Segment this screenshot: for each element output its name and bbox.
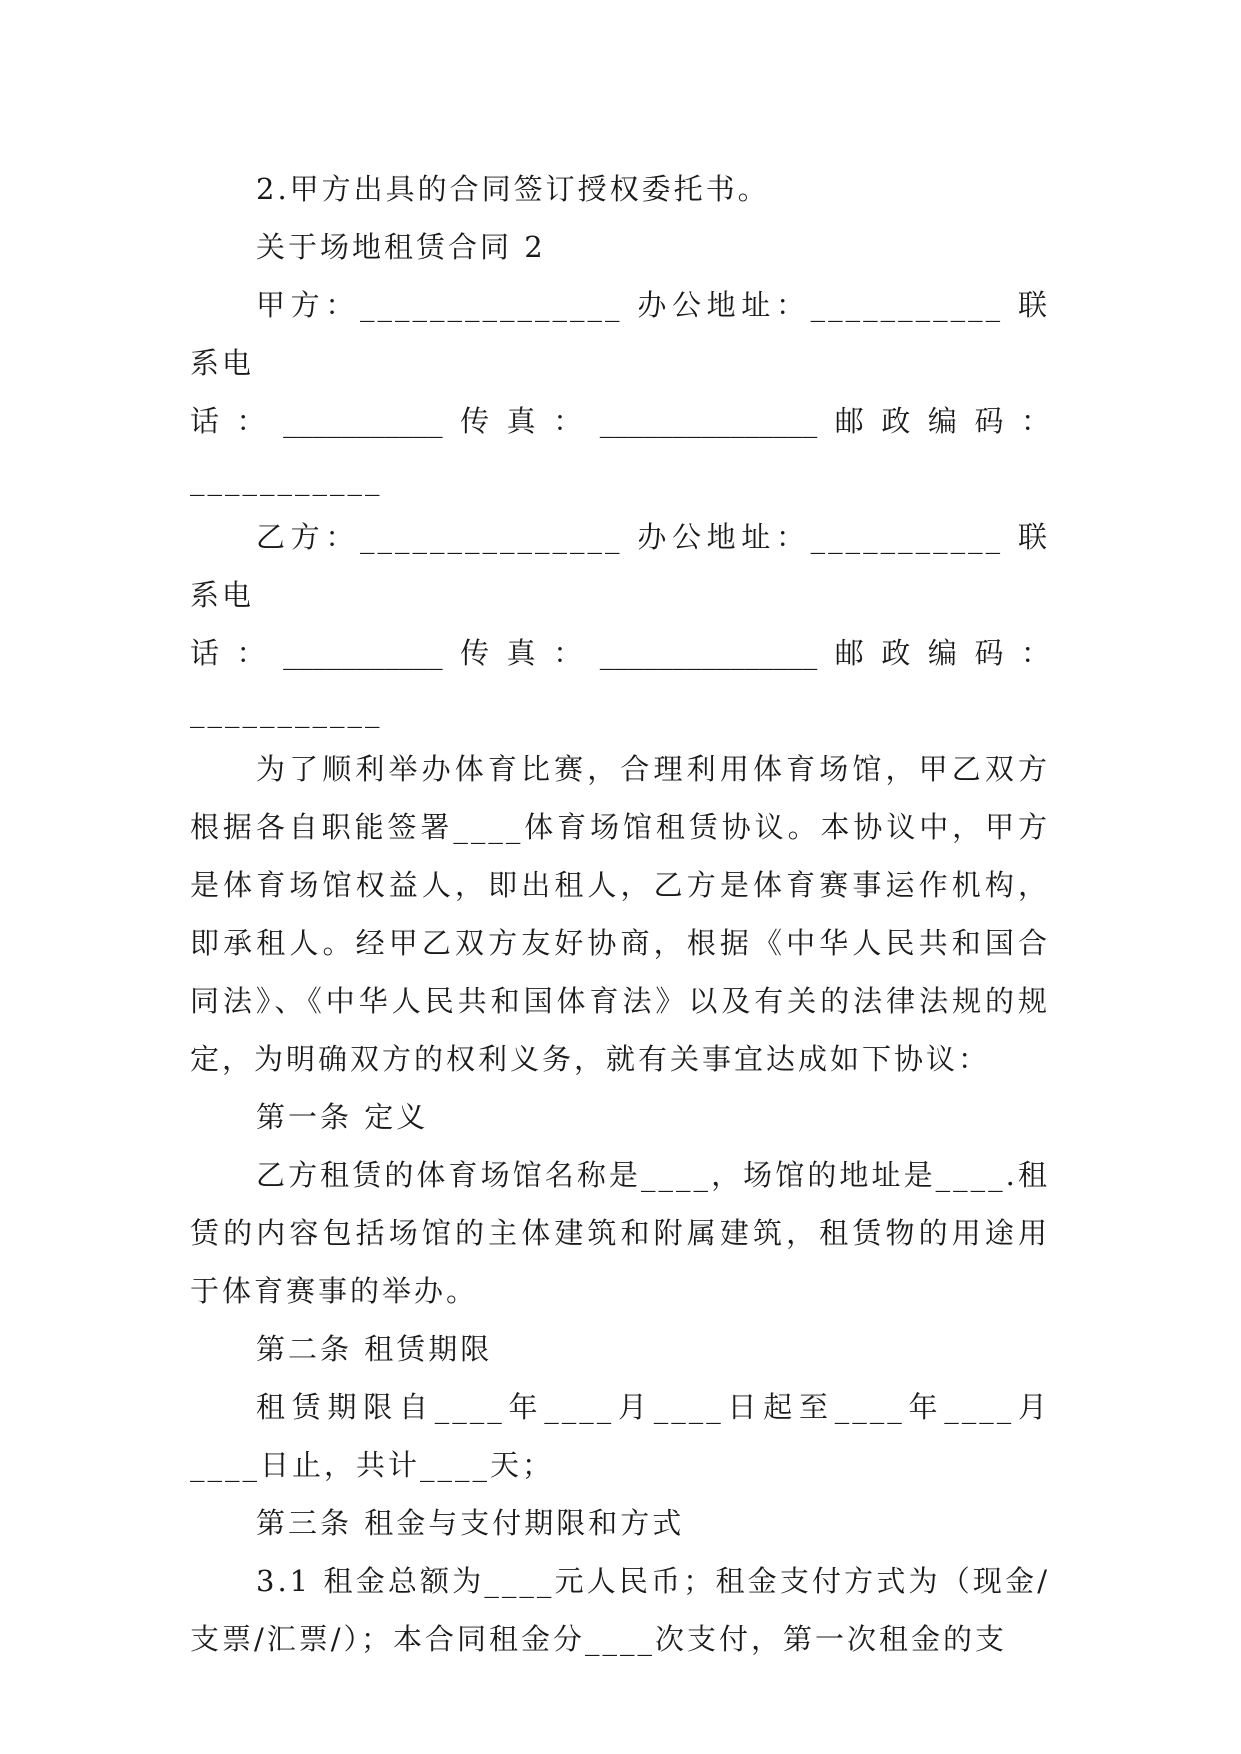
party-a-postcode-char-4: 码	[974, 404, 1004, 438]
contract-title: 关于场地租赁合同 2	[256, 230, 546, 264]
article-3-title: 第三条 租金与支付期限和方式	[256, 1506, 685, 1540]
party-a-postcode-char-3: 编	[927, 404, 957, 438]
party-a-fax-char-2: 真	[506, 404, 536, 438]
party-a-phone-blank: ___________	[283, 404, 443, 438]
party-a-postcode-blank: ___________	[190, 462, 383, 496]
article-2-title: 第二条 租赁期限	[256, 1332, 493, 1366]
party-b-colon-3: ：	[1020, 636, 1050, 670]
party-a-colon-2: ：	[553, 404, 583, 438]
item-2-line: 2.甲方出具的合同签订授权委托书。	[256, 172, 770, 206]
article-3-body: 3.1 租金总额为____元人民币；租金支付方式为（现金/支票/汇票/）；本合同租金分____次支付，第一次租金的支	[190, 1564, 1050, 1656]
party-a-postcode-char-2: 政	[881, 404, 911, 438]
party-a-postcode-char-1: 邮	[834, 404, 864, 438]
party-a-colon-3: ：	[1020, 404, 1050, 438]
party-b-colon-2: ：	[553, 636, 583, 670]
article-1-body: 乙方租赁的体育场馆名称是____，场馆的地址是____.租赁的内容包括场馆的主体建筑和附属建筑，租赁物的用途用于体育赛事的举办。	[190, 1158, 1050, 1308]
party-b-fax-blank: _______________	[599, 636, 818, 670]
party-b-phone-char-1: 话	[190, 636, 220, 670]
party-a-line-2	[190, 392, 1050, 450]
party-b-phone-blank: ___________	[283, 636, 443, 670]
party-b-postcode-char-3: 编	[927, 636, 957, 670]
party-b-postcode-char-4: 码	[974, 636, 1004, 670]
document-body	[190, 160, 1050, 1668]
party-a-fax-blank: _______________	[599, 404, 818, 438]
party-b-fax-char-1: 传	[460, 636, 490, 670]
party-b-colon-1: ：	[236, 636, 266, 670]
party-b-postcode-blank: ___________	[190, 694, 383, 728]
party-a-line-1: 甲方：_______________ 办公地址：___________ 联系电	[190, 288, 1050, 380]
party-b-postcode-char-1: 邮	[834, 636, 864, 670]
article-2-body: 租赁期限自____年____月____日起至____年____月____日止，共计____天；	[190, 1390, 1050, 1482]
article-1-title: 第一条 定义	[256, 1100, 429, 1134]
party-b-postcode-char-2: 政	[881, 636, 911, 670]
party-b-line-2	[190, 624, 1050, 682]
party-b-line-1: 乙方：_______________ 办公地址：___________ 联系电	[190, 520, 1050, 612]
party-a-fax-char-1: 传	[460, 404, 490, 438]
party-a-phone-char-1: 话	[190, 404, 220, 438]
party-a-colon-1: ：	[236, 404, 266, 438]
intro-paragraph: 为了顺利举办体育比赛，合理利用体育场馆，甲乙双方根据各自职能签署____体育场馆租赁协议。本协议中，甲方是体育场馆权益人，即出租人，乙方是体育赛事运作机构，即承租人。经甲乙双方友好协商，根据《中华人民共和国合同法》、《中华人民共和国体育法》以及有关的法律法规的规定，为明确双方的权利义务，就有关事宜达成如下协议：	[190, 752, 1050, 1076]
party-b-fax-char-2: 真	[506, 636, 536, 670]
